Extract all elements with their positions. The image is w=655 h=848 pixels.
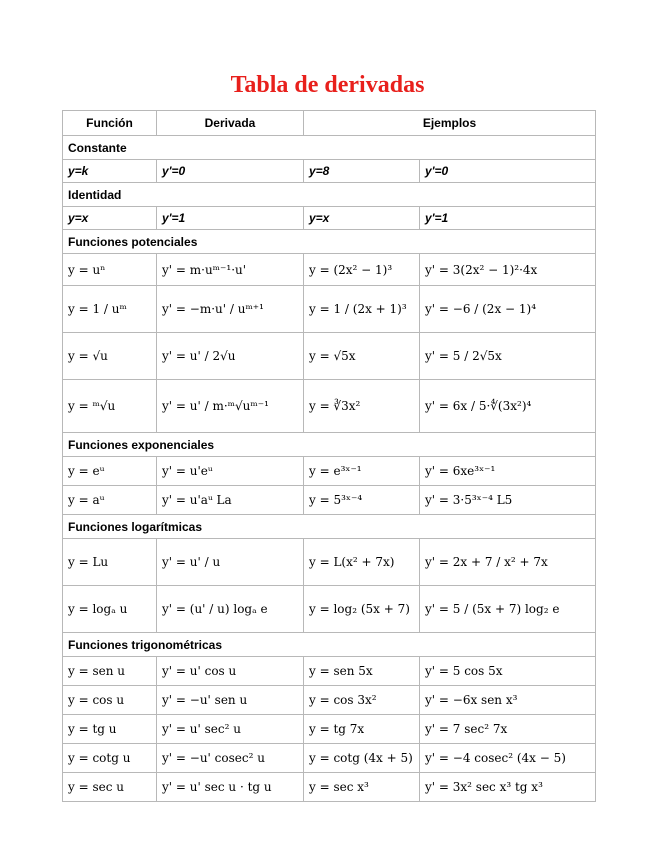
page-title: Tabla de derivadas [230, 72, 425, 98]
derivada-cell: y' = −u' sen u [157, 686, 304, 715]
ejemplo-funcion-cell: y = cotg (4x + 5) [304, 744, 420, 773]
header-funcion: Función [63, 111, 157, 136]
funcion-cell: y = √u [63, 333, 157, 380]
derivada-cell: y' = u' cos u [157, 657, 304, 686]
ejemplo-funcion-cell: y = log₂ (5x + 7) [304, 586, 420, 633]
ejemplo-derivada-cell: y'=0 [420, 160, 596, 183]
ejemplo-funcion-cell: y = e³ˣ⁻¹ [304, 457, 420, 486]
ejemplo-derivada-cell: y' = −4 cosec² (4x − 5) [420, 744, 596, 773]
funcion-cell: y = 1 / uᵐ [63, 286, 157, 333]
ejemplo-funcion-cell: y = √5x [304, 333, 420, 380]
ejemplo-derivada-cell: y' = −6x sen x³ [420, 686, 596, 715]
funcion-cell: y=k [63, 160, 157, 183]
funcion-cell: y=x [63, 207, 157, 230]
funcion-cell: y = aᵘ [63, 486, 157, 515]
section-trigonometricas [63, 633, 596, 657]
section-constante [63, 136, 596, 160]
table-row [63, 486, 596, 515]
ejemplo-derivada-cell: y' = 2x + 7 / x² + 7x [420, 539, 596, 586]
ejemplo-derivada-cell: y' = 3x² sec x³ tg x³ [420, 773, 596, 802]
header-derivada: Derivada [157, 111, 304, 136]
header-ejemplos: Ejemplos [304, 111, 596, 136]
derivatives-table [62, 110, 596, 802]
table-row [63, 333, 596, 380]
ejemplo-funcion-cell: y = tg 7x [304, 715, 420, 744]
table-row [63, 657, 596, 686]
ejemplo-funcion-cell: y = cos 3x² [304, 686, 420, 715]
ejemplo-derivada-cell: y'=1 [420, 207, 596, 230]
funcion-cell: y = ᵐ√u [63, 380, 157, 433]
section-exponenciales [63, 433, 596, 457]
table-row [63, 254, 596, 286]
section-title: Funciones logarítmicas [63, 515, 596, 539]
ejemplo-funcion-cell: y=x [304, 207, 420, 230]
ejemplo-funcion-cell: y = 1 / (2x + 1)³ [304, 286, 420, 333]
derivada-cell: y' = u'eᵘ [157, 457, 304, 486]
ejemplo-derivada-cell: y' = 5 / 2√5x [420, 333, 596, 380]
funcion-cell: y = tg u [63, 715, 157, 744]
section-logaritmicas [63, 515, 596, 539]
table-row [63, 160, 596, 183]
ejemplo-derivada-cell: y' = 3(2x² − 1)²·4x [420, 254, 596, 286]
funcion-cell: y = uⁿ [63, 254, 157, 286]
derivada-cell: y' = m·uᵐ⁻¹·u' [157, 254, 304, 286]
section-title: Constante [63, 136, 596, 160]
funcion-cell: y = cotg u [63, 744, 157, 773]
ejemplo-funcion-cell: y = ∛3x² [304, 380, 420, 433]
funcion-cell: y = eᵘ [63, 457, 157, 486]
ejemplo-funcion-cell: y = (2x² − 1)³ [304, 254, 420, 286]
ejemplo-derivada-cell: y' = 5 / (5x + 7) log₂ e [420, 586, 596, 633]
table-row [63, 744, 596, 773]
ejemplo-funcion-cell: y = 5³ˣ⁻⁴ [304, 486, 420, 515]
derivada-cell: y' = u'aᵘ La [157, 486, 304, 515]
table-row [63, 286, 596, 333]
derivada-cell: y' = −m·u' / uᵐ⁺¹ [157, 286, 304, 333]
ejemplo-funcion-cell: y = L(x² + 7x) [304, 539, 420, 586]
section-title: Identidad [63, 183, 596, 207]
ejemplo-derivada-cell: y' = 6x / 5·∜(3x²)⁴ [420, 380, 596, 433]
funcion-cell: y = sec u [63, 773, 157, 802]
funcion-cell: y = logₐ u [63, 586, 157, 633]
ejemplo-funcion-cell: y=8 [304, 160, 420, 183]
derivada-cell: y'=0 [157, 160, 304, 183]
table-row [63, 539, 596, 586]
ejemplo-derivada-cell: y' = 7 sec² 7x [420, 715, 596, 744]
table-row [63, 773, 596, 802]
derivada-cell: y' = (u' / u) logₐ e [157, 586, 304, 633]
table-row [63, 586, 596, 633]
funcion-cell: y = Lu [63, 539, 157, 586]
ejemplo-derivada-cell: y' = 6xe³ˣ⁻¹ [420, 457, 596, 486]
section-identidad [63, 183, 596, 207]
derivada-cell: y' = −u' cosec² u [157, 744, 304, 773]
table-row [63, 686, 596, 715]
header-row [63, 111, 596, 136]
derivada-cell: y' = u' / u [157, 539, 304, 586]
ejemplo-derivada-cell: y' = −6 / (2x − 1)⁴ [420, 286, 596, 333]
ejemplo-derivada-cell: y' = 5 cos 5x [420, 657, 596, 686]
section-potenciales [63, 230, 596, 254]
ejemplo-funcion-cell: y = sec x³ [304, 773, 420, 802]
section-title: Funciones exponenciales [63, 433, 596, 457]
table-row [63, 380, 596, 433]
table-row [63, 457, 596, 486]
derivada-cell: y' = u' / m·ᵐ√uᵐ⁻¹ [157, 380, 304, 433]
funcion-cell: y = cos u [63, 686, 157, 715]
ejemplo-funcion-cell: y = sen 5x [304, 657, 420, 686]
section-title: Funciones potenciales [63, 230, 596, 254]
table-row [63, 207, 596, 230]
funcion-cell: y = sen u [63, 657, 157, 686]
ejemplo-derivada-cell: y' = 3·5³ˣ⁻⁴ L5 [420, 486, 596, 515]
derivada-cell: y' = u' sec u · tg u [157, 773, 304, 802]
derivada-cell: y' = u' sec² u [157, 715, 304, 744]
derivada-cell: y'=1 [157, 207, 304, 230]
derivada-cell: y' = u' / 2√u [157, 333, 304, 380]
section-title: Funciones trigonométricas [63, 633, 596, 657]
table-row [63, 715, 596, 744]
